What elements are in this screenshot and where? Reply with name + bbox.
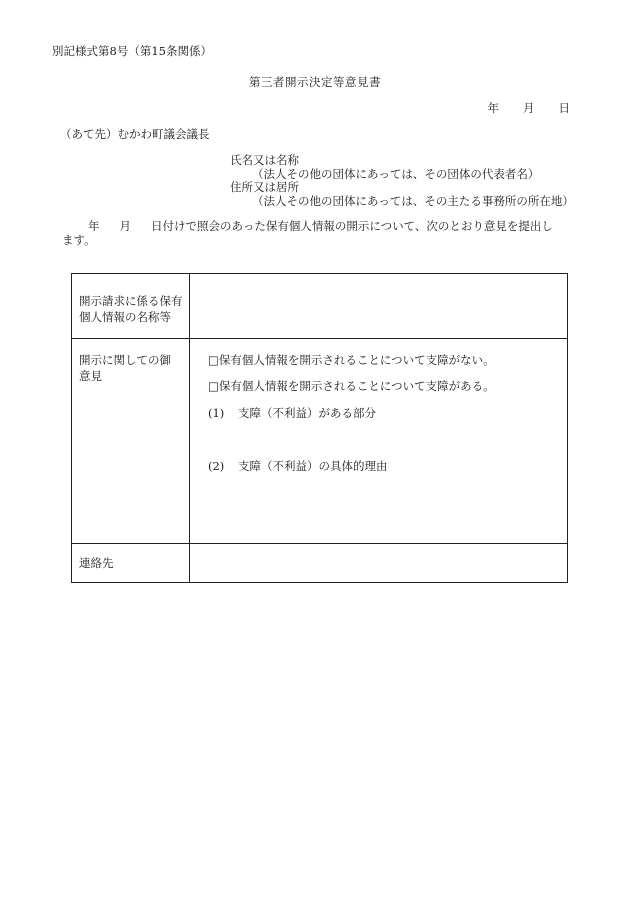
document-title: 第三者開示決定等意見書 — [249, 75, 381, 89]
option-no-issue[interactable]: □保有個人情報を開示されることについて支障がない。 — [208, 353, 495, 367]
table-row-document-name — [72, 274, 567, 339]
item-specific-reason — [208, 459, 388, 473]
intro-year: 年 — [88, 219, 100, 233]
row-label-document-name: 開示請求に係る保有個人情報の名称等 — [79, 294, 183, 324]
contact-field[interactable] — [190, 544, 567, 582]
document-name-field[interactable] — [190, 274, 567, 338]
label-cell — [72, 274, 190, 338]
item-number: (1) — [208, 406, 225, 420]
addressee: （あて先）むかわ町議会議長 — [60, 127, 210, 141]
sender-name-note: （法人その他の団体にあっては、その団体の代表者名） — [252, 167, 540, 181]
intro-month: 月 — [119, 219, 131, 233]
date-month: 月 — [523, 101, 535, 115]
opinion-field — [190, 339, 567, 543]
item-label: 支障（不利益）の具体的理由 — [238, 459, 388, 473]
row-label-opinion: 開示に関しての御意見 — [79, 353, 171, 383]
item-number: (2) — [208, 459, 225, 473]
date-day: 日 — [558, 101, 570, 115]
date-line — [488, 101, 571, 115]
intro-text: 日付けで照会のあった保有個人情報の開示について、次のとおり意見を提出し — [151, 219, 553, 233]
item-affected-part — [208, 406, 376, 420]
date-year: 年 — [487, 101, 499, 115]
label-cell — [72, 339, 190, 543]
intro-paragraph — [62, 219, 570, 248]
form-number: 別記様式第8号（第15条関係） — [52, 44, 212, 58]
row-label-contact: 連絡先 — [79, 556, 114, 570]
table-row-opinion — [72, 339, 567, 544]
intro-line-1 — [62, 219, 570, 233]
sender-address-label: 住所又は居所 — [230, 180, 299, 194]
intro-line-2: ます。 — [62, 233, 96, 248]
opinion-table — [71, 273, 568, 583]
sender-name-label: 氏名又は名称 — [230, 153, 299, 167]
sender-address-note: （法人その他の団体にあっては、その主たる事務所の所在地） — [252, 194, 574, 208]
item-label: 支障（不利益）がある部分 — [238, 406, 376, 420]
option-issue[interactable]: □保有個人情報を開示されることについて支障がある。 — [208, 379, 495, 393]
table-row-contact — [72, 544, 567, 582]
label-cell — [72, 544, 190, 582]
